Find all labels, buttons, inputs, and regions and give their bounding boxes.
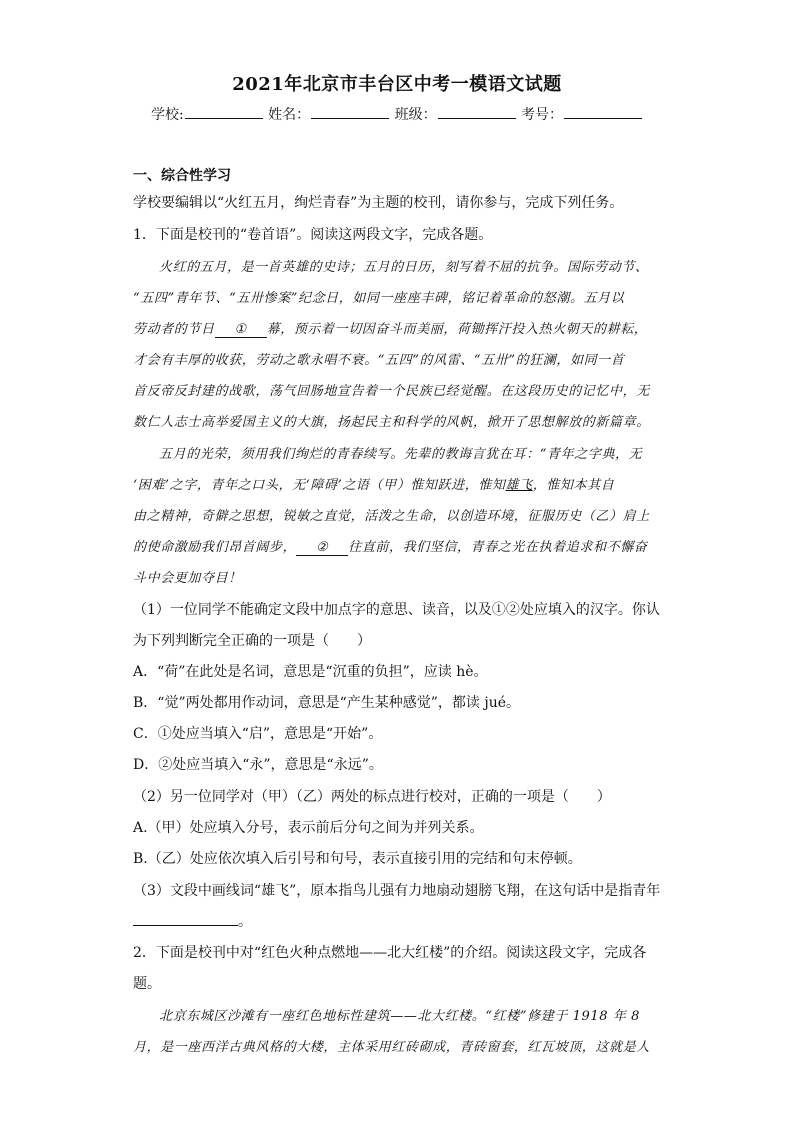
passage2-line2-end: ，惟知本其自 <box>532 478 615 493</box>
passage1-line3-start: 劳动者的节日 <box>133 322 215 337</box>
class-label: 班级： <box>394 107 437 123</box>
passage1-line3 <box>133 318 663 338</box>
passage1-line6: 数仁人志士高举爱国主义的大旗，扬起民主和科学的风帆，掀开了思想解放的新篇章。 <box>133 415 650 430</box>
q1-1-option-a: A．“荷”在此处是名词，意思是“沉重的负担”，应读 hè。 <box>133 664 488 680</box>
passage1-line5: 首反帝反封建的战歌，荡气回肠地宣告着一个民族已经觉醒。在这段历史的记忆中，无 <box>133 384 650 399</box>
blank-1: ① <box>215 323 267 338</box>
passage1-line2: “五四”青年节、“五卅惨案”纪念日，如同一座座丰碑，铭记着革命的怒潮。五月以 <box>133 291 625 306</box>
answer-period: 。 <box>238 914 252 930</box>
exam-no-label: 考号： <box>521 107 564 123</box>
q2-passage-line2: 月，是一座西洋古典风格的大楼，主体采用红砖砌成，青砖窗套，红瓦坡顶，这就是人 <box>133 1040 650 1055</box>
name-label: 姓名： <box>268 107 311 123</box>
page-title: 2021年北京市丰台区中考一模语文试题 <box>232 74 562 95</box>
answer-blank <box>133 911 238 926</box>
q2-passage-line1: 北京东城区沙滩有一座红色地标性建筑——北大红楼。“红楼”修建于 1918 年 8 <box>159 1009 641 1024</box>
class-blank <box>438 104 516 119</box>
question-1-stem: 1．下面是校刊的“卷首语”。阅读这两段文字，完成各题。 <box>133 227 493 243</box>
passage2-line1: 五月的光荣，须用我们绚烂的青春续写。先辈的教诲言犹在耳：“青年之字典，无 <box>159 447 643 462</box>
name-blank <box>311 104 389 119</box>
q1-2-stem: （2）另一位同学对（甲）（乙）两处的标点进行校对，正确的一项是（ ） <box>133 789 611 805</box>
passage2-line5: 斗中会更加夺目！ <box>133 571 242 586</box>
q1-1-option-c: C．①处应当填入“启”，意思是“开始”。 <box>133 726 383 742</box>
q1-1-option-b: B．“觉”两处都用作动词，意思是“产生某种感觉”，都读 jué。 <box>133 695 521 711</box>
passage2-line2-start: ‘困难’之字，青年之口头，无‘障碍’之语（甲）惟知跃进，惟知 <box>133 478 506 493</box>
question-2-stem-line1: 2．下面是校刊中对“红色火种点燃地——北大红楼”的介绍。阅读这段文字，完成各 <box>133 945 647 961</box>
q1-2-option-b: B.（乙）处应依次填入后引号和句号，表示直接引用的完结和句末停顿。 <box>133 851 582 867</box>
q1-3-stem: （3）文段中画线词“雄飞”，原本指鸟儿强有力地扇动翅膀飞翔，在这句话中是指青年 <box>133 883 661 899</box>
school-label: 学校: <box>150 107 184 123</box>
q1-1-stem-line2: 为下列判断完全正确的一项是（ ） <box>133 633 371 649</box>
passage2-line2 <box>133 474 663 493</box>
section-heading: 一、综合性学习 <box>133 168 231 184</box>
passage1-line4: 才会有丰厚的收获，劳动之歌永唱不衰。“五四”的风雷、“五卅”的狂澜，如同一首 <box>133 353 625 368</box>
school-blank <box>185 104 263 119</box>
q1-2-option-a: A.（甲）处应填入分号，表示前后分句之间为并列关系。 <box>133 820 484 836</box>
q1-1-option-d: D．②处应当填入“永”，意思是“永远”。 <box>133 757 383 773</box>
q1-3-answer-line <box>133 911 663 931</box>
question-2-stem-line2: 题。 <box>133 976 161 992</box>
passage1-line1: 火红的五月，是一首英雄的史诗；五月的日历，刻写着不屈的抗争。国际劳动节、 <box>159 260 649 275</box>
passage1-line3-end: 幕，预示着一切因奋斗而美丽，荷锄挥汗投入热火朝天的耕耘， <box>266 322 648 337</box>
exam-no-blank <box>564 104 642 119</box>
passage2-line3: 由之精神，奇僻之思想，锐敏之直觉，活泼之生命，以创造环境，征服历史（乙）肩上 <box>133 509 650 524</box>
passage2-line4-end: 往直前，我们坚信，青春之光在执着追求和不懈奋 <box>348 540 648 555</box>
underlined-word-xiongfei: 雄飞 <box>505 478 533 493</box>
q1-1-stem-line1: （1）一位同学不能确定文段中加点字的意思、读音，以及①②处应填入的汉字。你认 <box>133 602 660 618</box>
student-info-row <box>0 104 794 124</box>
section-intro: 学校要编辑以“火红五月，绚烂青春”为主题的校刊，请你参与，完成下列任务。 <box>133 195 624 211</box>
passage2-line4-start: 的使命激励我们昂首阔步， <box>133 540 297 555</box>
blank-2: ② <box>296 541 348 556</box>
passage2-line4 <box>133 536 663 556</box>
